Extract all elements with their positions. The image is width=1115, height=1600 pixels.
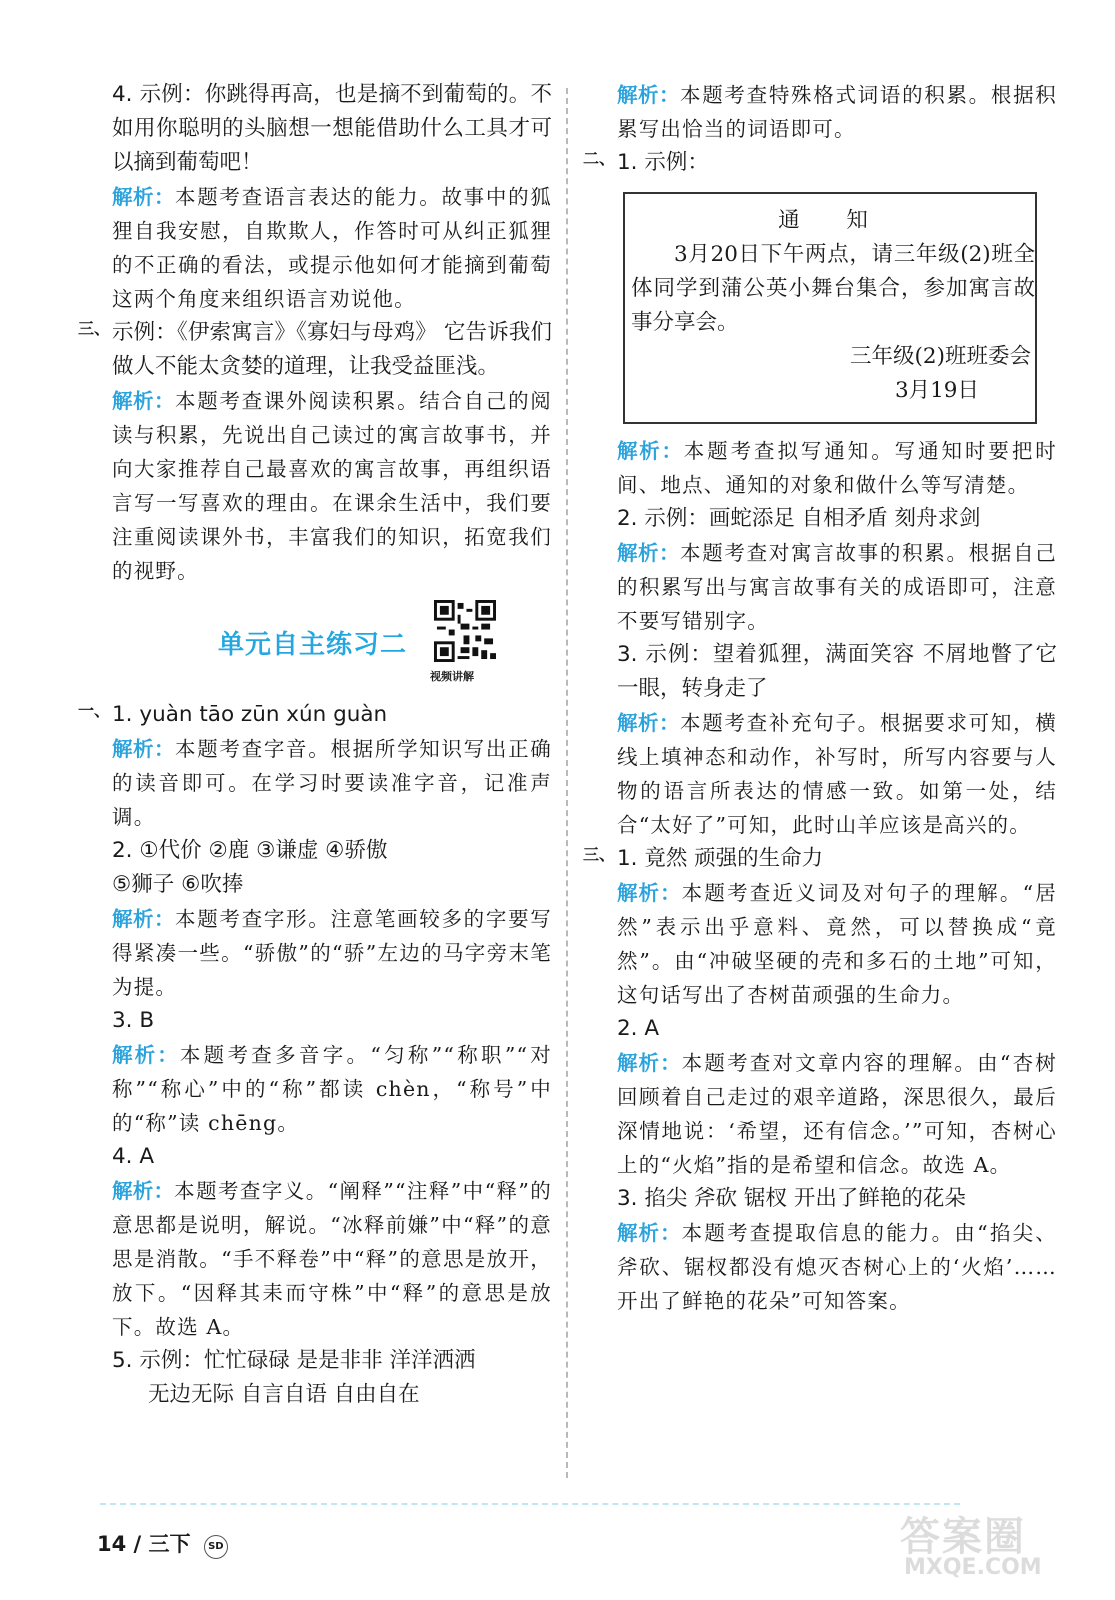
answer-q4: 4. 示例：你跳得再高，也是摘不到葡萄的。不如用你聪明的头脑想一想能借助什么工具才可以摘到葡萄吧！ <box>112 82 552 175</box>
section-number: 三、 <box>78 319 111 338</box>
answer-unit-q2-cont: ⑤狮子 ⑥吹捧 <box>112 872 244 897</box>
watermark <box>900 1505 1090 1585</box>
right-column <box>583 78 1058 1318</box>
notice-box <box>623 192 1037 424</box>
explanation-s2-q3: 解析：本题考查补充句子。根据要求可知，横线上填神态和动作，补写时，所写内容要与人物的语言所表达的情感一致。如第一处，结合“太好了”可知，此时山羊应该是高兴的。 <box>617 711 1057 837</box>
answer-unit-q5-cont: 无边无际 自言自语 自由自在 <box>148 1382 420 1407</box>
answer-unit-q5: 5. 示例：忙忙碌碌 是是非非 洋洋洒洒 <box>112 1348 476 1373</box>
explanation-section-3: 解析：本题考查课外阅读积累。结合自己的阅读与积累，先说出自己读过的寓言故事书，并向大家推荐自己最喜欢的寓言故事，再组织语言写一写喜欢的理由。在课余生活中，我们要注重阅读课外书，丰富我们的知识，拓宽我们的视野。 <box>112 389 552 583</box>
answer-unit-q2: 2. ①代价 ②鹿 ③谦虚 ④骄傲 <box>112 838 388 863</box>
answer-unit-q3: 3. B <box>112 1008 155 1033</box>
analysis-label: 解析： <box>112 737 176 761</box>
unit-section-1 <box>78 698 552 732</box>
grade-label: 三下 <box>148 1532 191 1556</box>
explanation-s2-q1: 解析：本题考查拟写通知。写通知时要把时间、地点、通知的对象和做什么等写清楚。 <box>617 439 1057 497</box>
section-3 <box>78 316 552 384</box>
explanation-s3-q2: 解析：本题考查对文章内容的理解。由“杏树回顾着自己走过的艰辛道路，深思很久，最后深情地说：‘希望，还有信念。’”可知，杏树心上的“火焰”指的是希望和信念。故选 A。 <box>617 1051 1058 1177</box>
footer-divider <box>100 1503 960 1505</box>
answer-s3-q1: 1. 竟然 顽强的生命力 <box>617 846 824 871</box>
analysis-label: 解析： <box>112 907 176 931</box>
explanation-s2-q2: 解析：本题考查对寓言故事的积累。根据自己的积累写出与寓言故事有关的成语即可，注意不要写错别字。 <box>617 541 1057 633</box>
unit-section-2 <box>583 146 1057 180</box>
answer-s3-q3: 3. 掐尖 斧砍 锯杈 开出了鲜艳的花朵 <box>617 1186 966 1211</box>
analysis-label: 解析： <box>617 83 681 107</box>
notice-body: 3月20日下午两点，请三年级(2)班全体同学到蒲公英小舞台集合，参加寓言故事分享会。 <box>631 242 1035 335</box>
answer-unit-q1: 1. yuàn tāo zūn xún guàn <box>112 702 388 727</box>
footer-separator: / <box>133 1532 142 1556</box>
notice-signature: 三年级(2)班班委会 <box>850 344 1031 369</box>
explanation-unit-q4: 解析：本题考查字义。“阐释”“注释”中“释”的意思都是说明，解说。“冰释前嫌”中“释”的意思是消散。“手不释卷”中“释”的意思是放开，放下。“因释其耒而守株”中“释”的意思是放下。故选 A。 <box>112 1179 553 1339</box>
section-number: 一、 <box>78 701 111 720</box>
analysis-label: 解析： <box>617 711 681 735</box>
answer-section-3: 示例：《伊索寓言》《寡妇与母鸡》 它告诉我们做人不能太贪婪的道理，让我受益匪浅。 <box>112 320 552 379</box>
left-column <box>78 78 553 1412</box>
explanation-unit-q1: 解析：本题考查字音。根据所学知识写出正确的读音即可。在学习时要读准字音，记准声调。 <box>112 737 552 829</box>
page-footer <box>97 1528 228 1559</box>
analysis-label: 解析： <box>617 541 681 565</box>
analysis-label: 解析： <box>112 389 176 413</box>
notice-date: 3月19日 <box>894 378 979 403</box>
edition-badge-icon: SD <box>204 1535 228 1559</box>
explanation-unit-q5: 解析：本题考查特殊格式词语的积累。根据积累写出恰当的词语即可。 <box>617 83 1057 141</box>
analysis-label: 解析： <box>112 1043 180 1067</box>
explanation-unit-q3: 解析：本题考查多音字。“匀称”“称职”“对称”“称心”中的“称”都读 chèn，“称号”中的“称”读 chēng。 <box>112 1043 552 1135</box>
page-number: 14 <box>97 1532 127 1556</box>
unit-section-3 <box>583 842 1057 876</box>
column-divider <box>566 88 568 1478</box>
section-number: 二、 <box>583 149 616 168</box>
answer-s2-q3: 3. 示例：望着狐狸，满面笑容 不屑地瞥了它一眼，转身走了 <box>617 642 1057 701</box>
explanation-s3-q3: 解析：本题考查提取信息的能力。由“掐尖、斧砍、锯杈都没有熄灭杏树心上的‘火焰’……开出了鲜艳的花朵”可知答案。 <box>617 1221 1058 1313</box>
answer-s3-q2: 2. A <box>617 1016 660 1041</box>
watermark-bottom: MXQE.COM <box>904 1555 1042 1580</box>
answer-s2-q1: 1. 示例： <box>617 150 709 175</box>
qr-caption: 视频讲解 <box>430 670 474 683</box>
explanation-s3-q1: 解析：本题考查近义词及对句子的理解。“居然”表示出乎意料、竟然，可以替换成“竟然”。由“冲破坚硬的壳和多石的土地”可知，这句话写出了杏树苗顽强的生命力。 <box>617 881 1058 1007</box>
explanation-q4: 解析：本题考查语言表达的能力。故事中的狐狸自我安慰，自欺欺人，作答时可从纠正狐狸的不正确的看法，或提示他如何才能摘到葡萄这两个角度来组织语言劝说他。 <box>112 185 552 311</box>
notice-title: 通 知 <box>778 208 888 233</box>
qr-code-icon[interactable] <box>434 600 496 662</box>
analysis-label: 解析： <box>617 881 682 905</box>
unit-header <box>112 596 552 692</box>
unit-title: 单元自主练习二 <box>218 630 408 660</box>
watermark-top: 答案圈 <box>900 1514 1026 1560</box>
section-number: 三、 <box>583 845 616 864</box>
analysis-label: 解析： <box>112 1179 175 1203</box>
analysis-label: 解析： <box>112 185 176 209</box>
analysis-label: 解析： <box>617 439 684 463</box>
explanation-unit-q2: 解析：本题考查字形。注意笔画较多的字要写得紧凑一些。“骄傲”的“骄”左边的马字旁末笔为提。 <box>112 907 552 999</box>
answer-unit-q4: 4. A <box>112 1144 155 1169</box>
analysis-label: 解析： <box>617 1221 682 1245</box>
answer-s2-q2: 2. 示例：画蛇添足 自相矛盾 刻舟求剑 <box>617 506 981 531</box>
analysis-label: 解析： <box>617 1051 682 1075</box>
